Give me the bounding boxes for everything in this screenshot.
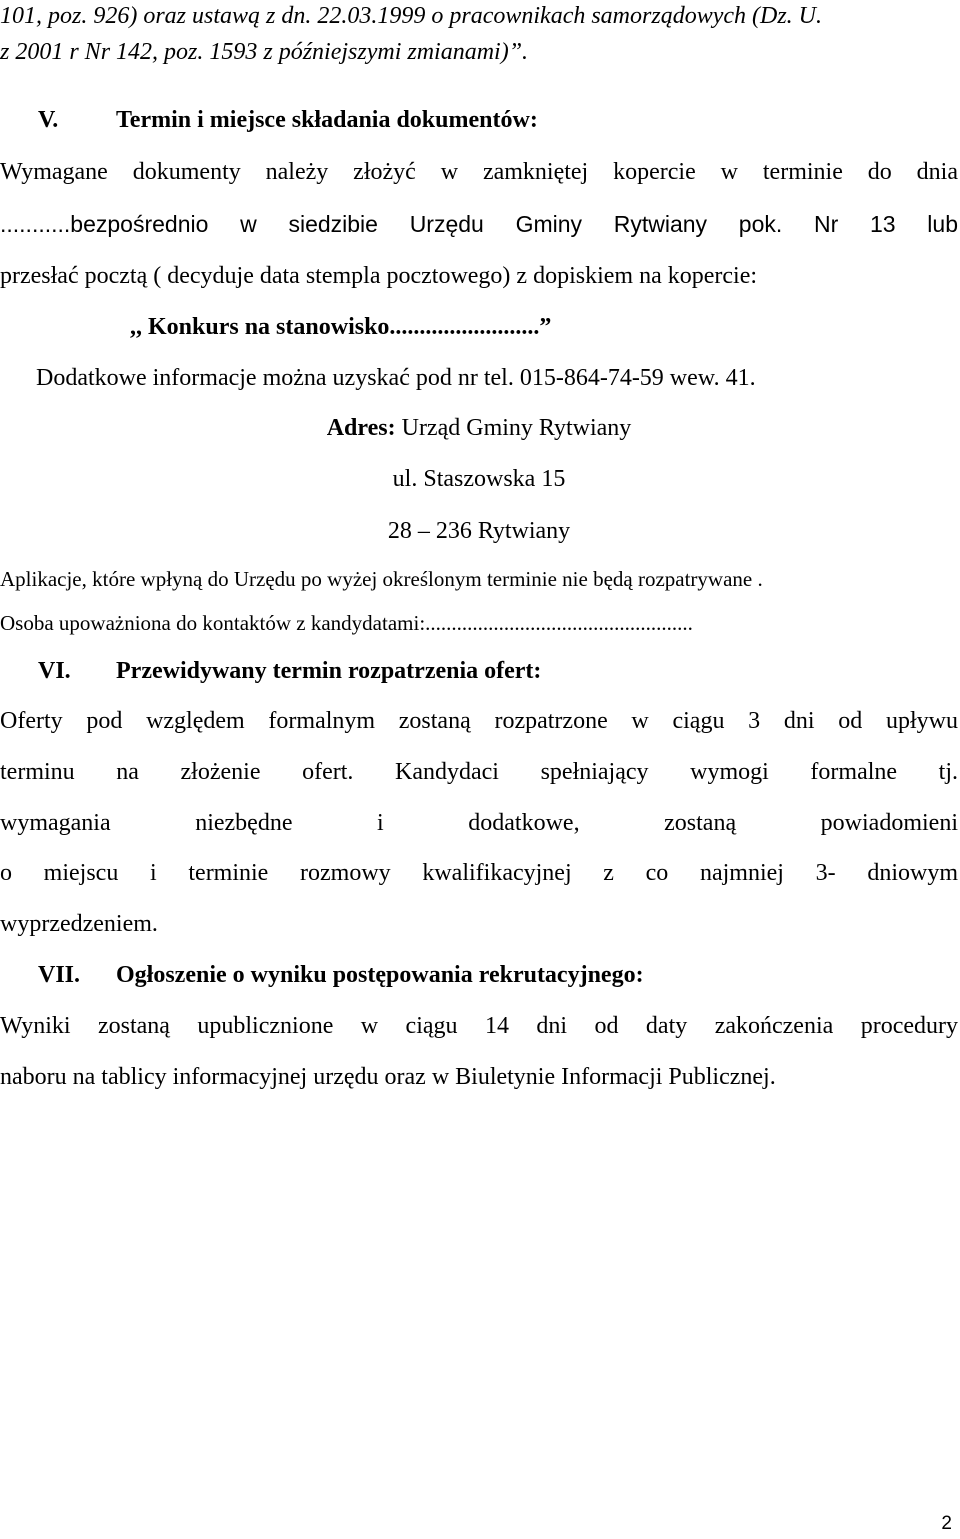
address-line-2: ul. Staszowska 15 bbox=[392, 466, 566, 492]
page-number: 2 bbox=[941, 1513, 952, 1534]
word-i: i bbox=[377, 810, 384, 836]
address-office: Urząd Gminy Rytwiany bbox=[401, 415, 632, 441]
section-5-line-2: ...........bezpośrednio w siedzibie Urzędu Gminy Rytwiany pok. Nr 13 lub bbox=[0, 211, 958, 237]
contact-person-line: Osoba upoważniona do kontaktów z kandydatami:................................................... bbox=[0, 611, 693, 635]
legal-reference-line-1: 101, poz. 926) oraz ustawą z dn. 22.03.1999 o pracownikach samorządowych (Dz. U. bbox=[0, 3, 822, 29]
section-6-title: Przewidywany termin rozpatrzenia ofert: bbox=[116, 658, 542, 684]
section-5-number: V. bbox=[38, 107, 59, 133]
section-6-line-2: terminu na złożenie ofert. Kandydaci spełniający wymogi formalne tj. bbox=[0, 759, 958, 785]
word-zostana: zostaną bbox=[664, 810, 737, 836]
section-7-number: VII. bbox=[38, 962, 81, 988]
section-6-number: VI. bbox=[38, 658, 71, 684]
address-line-3: 28 – 236 Rytwiany bbox=[387, 518, 571, 544]
section-6-line-3 bbox=[0, 809, 958, 837]
word-niezbedne: niezbędne bbox=[195, 810, 293, 836]
section-7-title: Ogłoszenie o wyniku postępowania rekrutacyjnego: bbox=[116, 962, 644, 988]
address-line-1 bbox=[0, 414, 958, 442]
section-7-line-2: naboru na tablicy informacyjnej urzędu oraz w Biuletynie Informacji Publicznej. bbox=[0, 1064, 776, 1090]
section-6-line-4: o miejscu i terminie rozmowy kwalifikacyjnej z co najmniej 3- dniowym bbox=[0, 860, 958, 886]
envelope-annotation: ,, Konkurs na stanowisko.........................” bbox=[130, 314, 552, 340]
section-5-title: Termin i miejsce składania dokumentów: bbox=[116, 107, 538, 133]
address-label: Adres: bbox=[326, 415, 396, 441]
section-6-line-5: wyprzedzeniem. bbox=[0, 911, 158, 937]
late-applications-note: Aplikacje, które wpłyną do Urzędu po wyżej określonym terminie nie będą rozpatrywane . bbox=[0, 567, 763, 591]
section-6-line-1: Oferty pod względem formalnym zostaną rozpatrzone w ciągu 3 dni od upływu bbox=[0, 708, 958, 734]
word-wymagania: wymagania bbox=[0, 810, 111, 836]
section-5-line-1: Wymagane dokumenty należy złożyć w zamkniętej kopercie w terminie do dnia bbox=[0, 159, 958, 185]
section-7-line-1: Wyniki zostaną upublicznione w ciągu 14 dni od daty zakończenia procedury bbox=[0, 1013, 958, 1039]
contact-info-line: Dodatkowe informacje można uzyskać pod nr tel. 015-864-74-59 wew. 41. bbox=[36, 365, 756, 391]
legal-reference-line-2: z 2001 r Nr 142, poz. 1593 z późniejszymi zmianami)”. bbox=[0, 39, 529, 65]
section-5-line-3: przesłać pocztą ( decyduje data stempla pocztowego) z dopiskiem na kopercie: bbox=[0, 263, 758, 289]
word-powiadomieni: powiadomieni bbox=[820, 810, 958, 836]
word-dodatkowe: dodatkowe, bbox=[468, 810, 580, 836]
